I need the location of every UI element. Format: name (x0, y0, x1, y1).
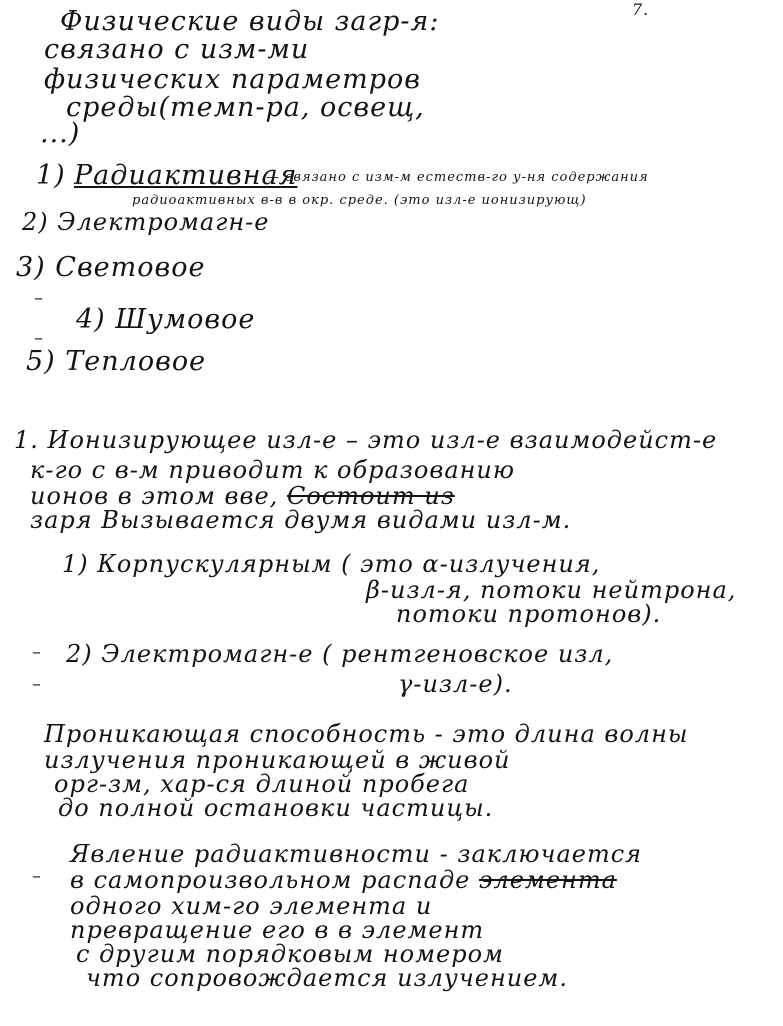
radioactivity-line-4: превращение его в в элемент (70, 916, 485, 944)
ionizing-line-4: заря Вызывается двумя видами изл-м. (30, 506, 572, 534)
type-4: 4) Шумовое (76, 304, 256, 335)
intro-line-5: ...) (40, 118, 81, 149)
penetrating-line-2: излучения проникающей в живой (44, 746, 511, 774)
type-1-description-b: радиоактивных в-в в окр. среде. (это изл-е ионизирующ) (132, 193, 587, 208)
type-2: 2) Электромагн-е (22, 208, 270, 236)
type-5: 5) Тепловое (26, 346, 207, 377)
penetrating-line-4: до полной остановки частицы. (58, 794, 494, 822)
radioactivity-line-5: с другим порядковым номером (76, 940, 504, 968)
ionizing-sub-1-a: 1) Корпускулярным ( это α-излучения, (62, 550, 601, 578)
penetrating-line-3: орг-зм, хар-ся длиной пробега (54, 770, 470, 798)
margin-dash: – (32, 866, 41, 887)
margin-dash: – (34, 288, 43, 309)
penetrating-line-1: Проникающая способность - это длина волны (44, 720, 689, 748)
radioactivity-line-1: Явление радиактивности - заключается (70, 840, 643, 868)
ionizing-line-3-struck: Состоит из (286, 482, 455, 510)
ionizing-sub-2-a: 2) Электромагн-е ( рентгеновское изл, (66, 640, 614, 668)
page-number: 7. (632, 0, 650, 19)
margin-dash: – (34, 328, 43, 349)
intro-line-1: Физические виды загр-я: (60, 6, 440, 37)
ionizing-sub-1-c: потоки протонов). (396, 600, 662, 628)
intro-line-2: связано с изм-ми (44, 34, 310, 65)
ionizing-line-2: к-го с в-м приводит к образованию (30, 456, 516, 484)
ionizing-line-3-text: ионов в этом вве, (30, 482, 279, 510)
radioactivity-line-2-text: в самопроизвольном распаде (70, 866, 471, 894)
intro-line-3: физических параметров (44, 64, 421, 95)
ionizing-sub-2-b: γ-изл-е). (398, 670, 513, 698)
type-1-description-a: — связано с изм-м естеств-го у-ня содержания (266, 170, 649, 185)
radioactivity-line-2 (70, 866, 617, 894)
radioactivity-line-6: что сопровождается излучением. (86, 964, 568, 992)
ionizing-sub-1-b: β-изл-я, потоки нейтрона, (366, 576, 737, 604)
margin-dash: – (32, 674, 41, 695)
type-1-title: Радиактивная (74, 160, 298, 191)
type-1-number: 1) (36, 160, 66, 191)
radioactivity-line-2-struck: элемента (479, 866, 617, 894)
radioactivity-line-3: одного хим-го элемента и (70, 892, 433, 920)
margin-dash: – (32, 642, 41, 663)
type-3: 3) Световое (16, 252, 206, 283)
intro-line-4: среды(темп-ра, освещ, (66, 92, 425, 123)
ionizing-line-1: 1. Ионизирующее изл-е – это изл-е взаимодейст-е (14, 426, 718, 454)
